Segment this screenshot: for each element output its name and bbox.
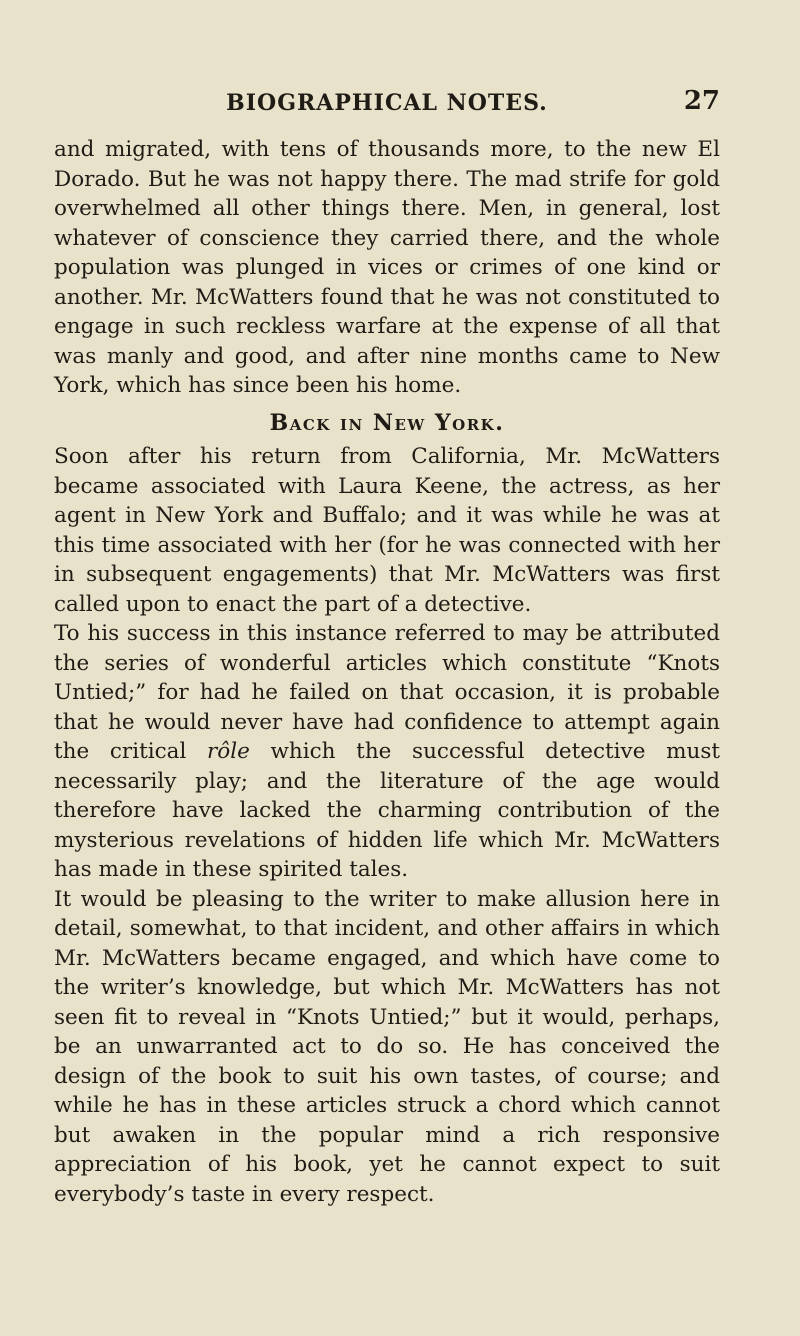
- paragraph-3-part-b: which the successful detective must necessarily play; and the literature of the age would therefore have lacked the charming contribution of the mysterious revelations of hidden life which Mr. McWatters has made in these spirited tales.: [54, 739, 721, 882]
- running-head: [54, 86, 720, 126]
- section-heading: Back in New York.: [269, 409, 505, 436]
- paragraph-1: and migrated, with tens of thousands more, to the new El Dorado. But he was not happy there. The mad strife for gold overwhelmed all other things there. Men, in general, lost whatever of conscience they carried there, and the whole population was plunged in vices or crimes of one kind or another. Mr. McWatters found that he was not constituted to engage in such reckless warfare at the expense of all that was manly and good, and after nine months came to New York, which has since been his home.: [54, 137, 720, 398]
- paragraph-3-role: rôle: [207, 739, 250, 764]
- paragraph-4: It would be pleasing to the writer to make allusion here in detail, somewhat, to that incident, and other affairs in which Mr. McWatters became engaged, and which have come to the writer’s knowledge, but which Mr. McWatters has not seen fit to reveal in “Knots Untied;” but it would, perhaps, be an unwarranted act to do so. He has conceived the design of the book to suit his own tastes, of course; and while he has in these articles struck a chord which cannot but awaken in the popular mind a rich responsive appreciation of his book, yet he cannot expect to suit everybody’s taste in every respect.: [54, 886, 720, 1207]
- paragraph-2: Soon after his return from California, Mr. McWatters became associated with Laura Keene, the actress, as her agent in New York and Buffalo; and it was while he was at this time associated with her (for he was connected with her in subsequent engagements) that Mr. McWatters was first called upon to enact the part of a detective.: [54, 444, 720, 617]
- body-text: [54, 135, 720, 1209]
- running-title: BIOGRAPHICAL NOTES.: [226, 90, 548, 116]
- page-number: 27: [683, 86, 720, 116]
- paragraph-3: [54, 619, 720, 885]
- paragraph-3-part-a: To his success in this instance referred to may be attributed the series of wonderful articles which constitute “Knots Untied;” for had he failed on that occasion, it is probable that he would never have had confidence to attempt again the critical: [54, 621, 720, 764]
